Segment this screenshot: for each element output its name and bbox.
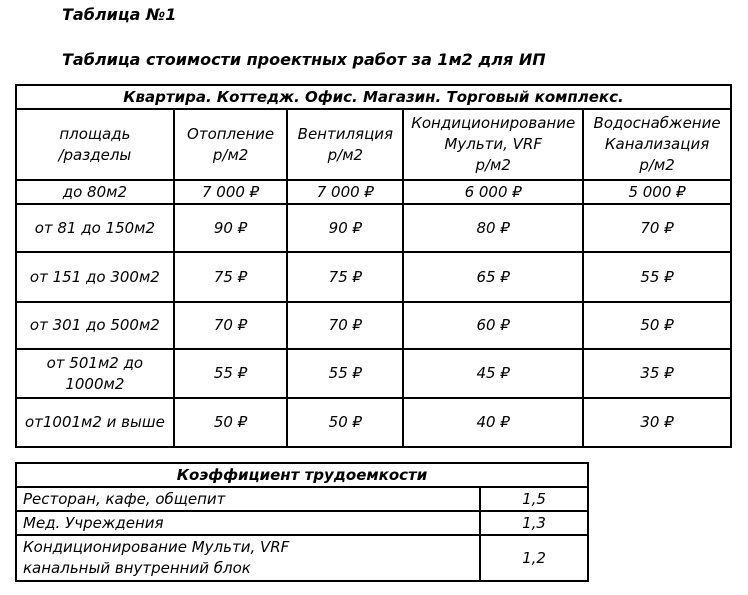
header-ventilation [287, 109, 403, 180]
header-line: Мульти, VRF [444, 135, 542, 153]
area-cell: до 80м2 [16, 180, 174, 204]
coefficient-name [16, 535, 480, 581]
price-cell: 70 ₽ [174, 302, 288, 349]
header-conditioning [403, 109, 583, 180]
table-row [16, 487, 588, 511]
coefficient-table-caption: Коэффициент трудоемкости [16, 463, 588, 487]
price-cell: 7 000 ₽ [174, 180, 288, 204]
price-cell: 70 ₽ [287, 302, 403, 349]
price-cell: 80 ₽ [403, 204, 583, 252]
coefficient-value: 1,2 [480, 535, 588, 581]
area-cell: от 151 до 300м2 [16, 252, 174, 302]
header-line: площадь [59, 124, 131, 143]
coefficient-name: Мед. Учреждения [16, 511, 480, 535]
area-cell: от 81 до 150м2 [16, 204, 174, 252]
coefficient-name-line: канальный внутренний блок [23, 559, 251, 577]
price-cell: 65 ₽ [403, 252, 583, 302]
area-cell: от 301 до 500м2 [16, 302, 174, 349]
coefficient-table [15, 462, 589, 582]
header-line: р/м2 [212, 145, 249, 164]
header-line: Водоснабжение [593, 114, 721, 132]
header-line: р/м2 [639, 156, 675, 174]
header-line: р/м2 [327, 145, 364, 164]
header-area [16, 109, 174, 180]
table-title: Таблица стоимости проектных работ за 1м2 для ИП [62, 50, 546, 69]
header-line: Канализация [604, 135, 710, 153]
table-row [16, 302, 731, 349]
header-line: Кондиционирование [411, 114, 576, 132]
price-cell: 45 ₽ [403, 349, 583, 398]
coefficient-value: 1,5 [480, 487, 588, 511]
price-cell: 50 ₽ [287, 398, 403, 447]
table-number-label: Таблица №1 [62, 5, 177, 24]
price-cell: 50 ₽ [174, 398, 288, 447]
area-line: 1000м2 [65, 374, 125, 393]
price-cell: 30 ₽ [583, 398, 731, 447]
table-row [16, 535, 588, 581]
price-cell: 35 ₽ [583, 349, 731, 398]
price-cell: 75 ₽ [287, 252, 403, 302]
table-row [16, 511, 588, 535]
table-row [16, 252, 731, 302]
price-cell: 55 ₽ [583, 252, 731, 302]
header-line: Вентиляция [297, 124, 394, 143]
price-cell: 55 ₽ [287, 349, 403, 398]
header-water-sewage [583, 109, 731, 180]
table-row [16, 204, 731, 252]
header-line: р/м2 [475, 156, 511, 174]
price-cell: 5 000 ₽ [583, 180, 731, 204]
price-cell: 7 000 ₽ [287, 180, 403, 204]
price-cell: 90 ₽ [174, 204, 288, 252]
header-line: Отопление [187, 124, 275, 143]
price-cell: 75 ₽ [174, 252, 288, 302]
area-cell: от1001м2 и выше [16, 398, 174, 447]
price-cell: 90 ₽ [287, 204, 403, 252]
price-cell: 40 ₽ [403, 398, 583, 447]
header-heating [174, 109, 288, 180]
table-row [16, 398, 731, 447]
table-row [16, 349, 731, 398]
price-table [15, 84, 732, 448]
price-table-header-row [16, 109, 731, 180]
coefficient-name: Ресторан, кафе, общепит [16, 487, 480, 511]
coefficient-table-caption-row [16, 463, 588, 487]
price-cell: 6 000 ₽ [403, 180, 583, 204]
price-cell: 70 ₽ [583, 204, 731, 252]
area-cell [16, 349, 174, 398]
coefficient-value: 1,3 [480, 511, 588, 535]
price-cell: 50 ₽ [583, 302, 731, 349]
price-cell: 60 ₽ [403, 302, 583, 349]
header-line: /разделы [58, 145, 132, 164]
price-table-caption-row [16, 85, 731, 109]
price-cell: 55 ₽ [174, 349, 288, 398]
coefficient-name-line: Кондиционирование Мульти, VRF [23, 538, 290, 556]
table-row [16, 180, 731, 204]
area-line: от 501м2 до [46, 353, 144, 372]
price-table-caption: Квартира. Коттедж. Офис. Магазин. Торговый комплекс. [16, 85, 731, 109]
